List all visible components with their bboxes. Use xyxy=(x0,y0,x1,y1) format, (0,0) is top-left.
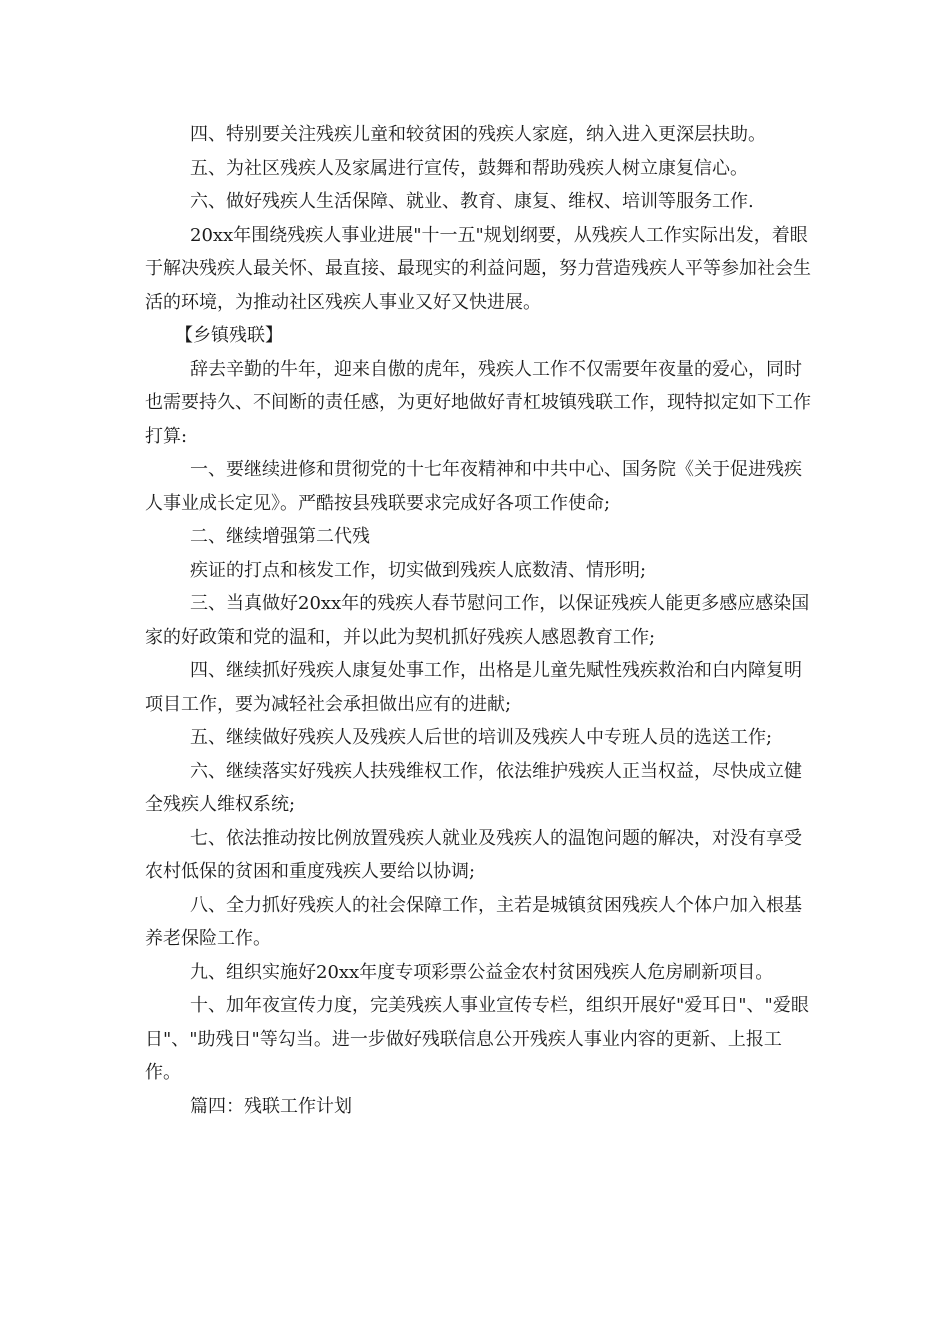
paragraph-intro: 辞去辛勤的牛年，迎来自傲的虎年，残疾人工作不仅需要年夜量的爱心，同时也需要持久、不间断的责任感，为更好地做好青杠坡镇残联工作，现特拟定如下工作打算: xyxy=(145,358,811,447)
paragraph-item-6: 六、做好残疾人生活保障、就业、教育、康复、维权、培训等服务工作. xyxy=(190,191,754,212)
plan-item-8: 八、全力抓好残疾人的社会保障工作，主若是城镇贫困残疾人个体户加入根基养老保险工作。 xyxy=(145,894,802,949)
paragraph-item-5: 五、为社区残疾人及家属进行宣传，鼓舞和帮助残疾人树立康复信心。 xyxy=(190,157,748,179)
plan-item-9: 九、组织实施好20xx年度专项彩票公益金农村贫困残疾人危房刷新项目。 xyxy=(190,961,774,983)
plan-item-2: 二、继续增强第二代残 xyxy=(190,526,370,547)
section-heading: 【乡镇残联】 xyxy=(175,325,283,346)
plan-item-10: 十、加年夜宣传力度，完美残疾人事业宣传专栏，组织开展好"爱耳日"、"爱眼日"、"助残日"等勾当。进一步做好残联信息公开残疾人事业内容的更新、上报工作。 xyxy=(145,995,809,1083)
plan-item-1: 一、要继续进修和贯彻党的十七年夜精神和中共中心、国务院《关于促进残疾人事业成长定见》。严酷按县残联要求完成好各项工作使命; xyxy=(145,459,802,514)
document-body xyxy=(145,118,813,1123)
paragraph-item-4: 四、特别要关注残疾儿童和较贫困的残疾人家庭，纳入进入更深层扶助。 xyxy=(190,124,766,145)
plan-item-3: 三、当真做好20xx年的残疾人春节慰问工作，以保证残疾人能更多感应感染国家的好政策和党的温和，并以此为契机抓好残疾人感恩教育工作; xyxy=(145,593,810,648)
plan-item-7: 七、依法推动按比例放置残疾人就业及残疾人的温饱问题的解决，对没有享受农村低保的贫困和重度残疾人要给以协调; xyxy=(145,827,802,882)
next-section-title: 篇四：残联工作计划 xyxy=(190,1095,352,1117)
plan-item-4: 四、继续抓好残疾人康复处事工作，出格是儿童先赋性残疾救治和白内障复明项目工作，要为减轻社会承担做出应有的进献; xyxy=(145,660,802,715)
plan-item-5: 五、继续做好残疾人及残疾人后世的培训及残疾人中专班人员的选送工作; xyxy=(190,727,773,748)
paragraph-summary: 20xx年围绕残疾人事业进展"十一五"规划纲要，从残疾人工作实际出发，着眼于解决残疾人最关怀、最直接、最现实的利益问题，努力营造残疾人平等参加社会生活的环境，为推动社区残疾人事业又好又快进展。 xyxy=(145,224,811,313)
plan-item-2-continued: 疾证的打点和核发工作，切实做到残疾人底数清、情形明; xyxy=(190,559,647,581)
plan-item-6: 六、继续落实好残疾人扶残维权工作，依法维护残疾人正当权益，尽快成立健全残疾人维权系统; xyxy=(145,760,802,815)
